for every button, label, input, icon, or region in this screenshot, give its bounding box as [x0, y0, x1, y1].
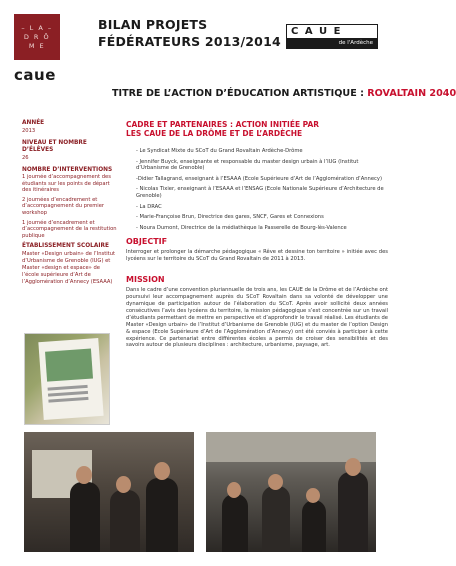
partners-list — [126, 148, 388, 231]
partner-item: -Didier Tallagrand, enseignant à l’ESAAA (Ecole Supérieure d’Art de l’Agglomération d’Annecy) — [136, 175, 382, 182]
page-title-accent: ROVALTAIN 2040 — [367, 88, 456, 99]
year-label: ANNÉE — [22, 120, 45, 126]
intervention-item: 1 journée d’accompagnement des étudiants sur les points de départ des itinéraires — [22, 174, 111, 194]
partners-heading-1: CADRE ET PARTENAIRES : ACTION INITIÉE PAR — [126, 120, 320, 129]
header-line-2: FÉDÉRATEURS 2013/2014 — [98, 34, 281, 49]
partner-item: - Le Syndicat Mixte du SCoT du Grand Rovaltain Ardèche-Drôme — [136, 148, 303, 154]
partner-item: - Nicolas Tixier, enseignant à l’ESAAA et l’ENSAG (Ecole Nationale Supérieure d’Architecture de Grenoble) — [136, 186, 384, 199]
logo-letters-1: – L A – — [21, 23, 53, 32]
level-label: NIVEAU ET NOMBRE D’ÉLÈVES — [22, 139, 87, 153]
photo-public-restitution — [206, 432, 376, 552]
header-title — [98, 16, 281, 50]
partner-item: - Noura Dumont, Directrice de la médiathèque la Passerelle de Bourg-lès-Valence — [136, 224, 347, 231]
caue-ardeche-logo — [286, 24, 378, 49]
caue-drome-logo — [14, 14, 60, 60]
main-content — [126, 120, 388, 349]
partner-item: - Marie-Françoise Brun, Directrice des gares, SNCF, Gares et Connexions — [136, 214, 324, 221]
mission-text: Dans le cadre d’une convention pluriannuelle de trois ans, les CAUE de la Drôme et de l’Ardèche ont poursuivi leur accompagnement auprès du SCoT Rovaltain dans sa volonté de développer une dynamique de participation autour de l’élaboration du SCoT. Après avoir sollicité deux années consécutives l’avis des lycéens du territoire, la mission pédagogique s’est concentrée sur un travail d’étudiants permettant de mettre en perspective et d’approfondir le travail réalisé. Les étudiants de Master «Design urbain» de l’Institut d’Urbanisme de Grenoble (IUG) et du master de l’option Design & espace (Ecole Supérieure d’Art de l’Agglomération d’Annecy) ont été conviés à participer à cette expérience. Ce partenariat entre différentes écoles a permis de croiser des sensibilités et des savoirs autour de plusieurs disciplines : architecture, urbanisme, paysage, art. — [126, 287, 388, 349]
school-label: ÉTABLISSEMENT SCOLAIRE — [22, 243, 109, 250]
logo-letters-2: D R Ô — [23, 32, 51, 41]
page-title-main: TITRE DE L’ACTION D’ÉDUCATION ARTISTIQUE : — [112, 88, 368, 99]
caue-badge-top: C A U E — [291, 26, 342, 37]
photo-students-workshop — [24, 432, 194, 552]
intervention-item: 2 journées d’encadrement et d’accompagnement du premier workshop — [22, 196, 105, 216]
school-value: Master «Design urbain» de l’Institut d’Urbanisme de Grenoble (IUG) et Master «design et espace» de l’école supérieure d’Art de l’Agglomération d’Annecy (ESAAA) — [22, 250, 116, 285]
interventions-label: NOMBRE D’INTERVENTIONS — [22, 166, 113, 173]
objective-heading: OBJECTIF — [126, 237, 168, 247]
mission-heading: MISSION — [126, 275, 165, 285]
objective-text: Interroger et prolonger la démarche pédagogique « Rêve et dessine ton territoire » initiée avec des lycéens sur le territoire du SCoT du Grand Rovaltain de 2011 à 2013. — [126, 249, 388, 263]
sidebar — [22, 120, 118, 291]
partners-heading-2: LES CAUE DE LA DRÔME ET DE L’ARDÈCHE — [126, 129, 303, 138]
interventions-list — [22, 174, 118, 239]
year-value: 2013 — [22, 127, 36, 134]
logo-letters-3: M E — [28, 41, 46, 50]
partner-item: - La DRAC — [136, 203, 162, 210]
caue-badge-bottom: de l'Ardèche — [287, 38, 377, 48]
header-line-1: BILAN PROJETS — [98, 17, 208, 32]
level-value: 26 — [22, 154, 29, 161]
page-title — [112, 88, 456, 99]
photo-document — [24, 333, 110, 425]
logo-word: caue — [14, 66, 56, 84]
intervention-item: 1 journée d’encadrement et d’accompagnement de la restitution publique — [22, 219, 117, 239]
partner-item: - Jennifer Buyck, enseignante et responsable du master design urbain à l’IUG (Institut d’Urbanisme de Grenoble) — [136, 158, 359, 172]
